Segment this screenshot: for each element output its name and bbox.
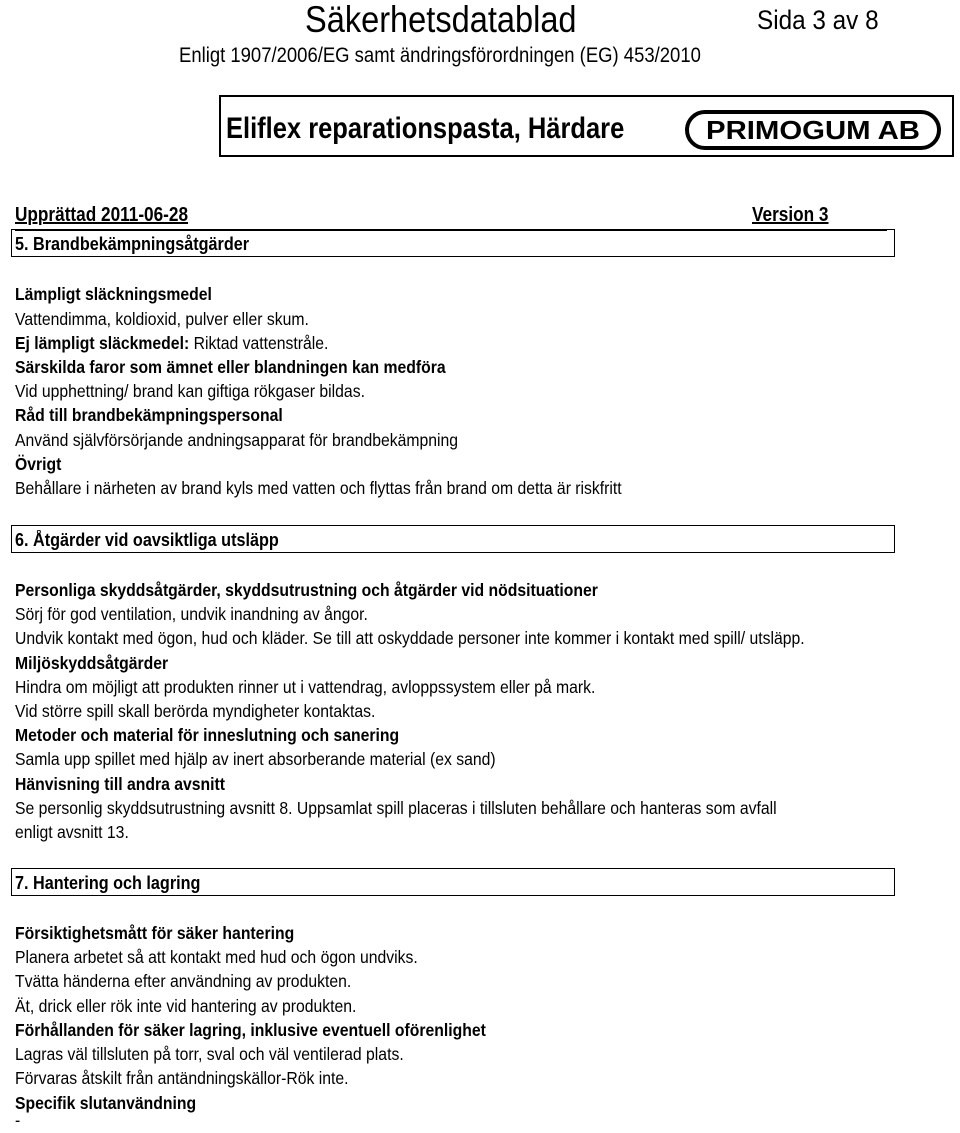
product-name: Eliflex reparationspasta, Härdare bbox=[226, 112, 625, 145]
section-5-title: 5. Brandbekämpningsåtgärder bbox=[15, 234, 250, 254]
unsuitable-media-line bbox=[15, 333, 328, 354]
section-7-title: 7. Hantering och lagring bbox=[15, 873, 201, 893]
text-other-sections-1: Se personlig skyddsutrustning avsnitt 8. Uppsamlat spill placeras i tillsluten behållare och hanteras som avfall bbox=[15, 798, 777, 818]
page-number: Sida 3 av 8 bbox=[757, 5, 879, 35]
text-personal-2: Undvik kontakt med ögon, hud och kläder. Se till att oskyddade personer inte kommer i kontakt med spill/ utsläpp. bbox=[15, 628, 805, 648]
heading-special-hazards: Särskilda faror som ämnet eller blandningen kan medföra bbox=[15, 357, 446, 377]
text-handling-1: Planera arbetet så att kontakt med hud och ögon undviks. bbox=[15, 947, 418, 967]
unsuitable-media-text: Riktad vattenstråle. bbox=[189, 333, 329, 353]
text-extinguishing-media: Vattendimma, koldioxid, pulver eller skum. bbox=[15, 309, 309, 329]
unsuitable-media-label: Ej lämpligt släckmedel: bbox=[15, 333, 190, 353]
heading-environmental: Miljöskyddsåtgärder bbox=[15, 653, 169, 673]
text-handling-3: Ät, drick eller rök inte vid hantering av produkten. bbox=[15, 996, 357, 1016]
heading-safe-handling: Försiktighetsmått för säker hantering bbox=[15, 923, 295, 943]
text-firefighter-advice: Använd självförsörjande andningsapparat för brandbekämpning bbox=[15, 430, 459, 450]
text-other-sections-2: enligt avsnitt 13. bbox=[15, 822, 129, 842]
heading-other-sections: Hänvisning till andra avsnitt bbox=[15, 774, 226, 794]
text-other: Behållare i närheten av brand kyls med vatten och flyttas från brand om detta är riskfritt bbox=[15, 478, 622, 498]
text-containment-methods: Samla upp spillet med hjälp av inert absorberande material (ex sand) bbox=[15, 749, 496, 769]
heading-other: Övrigt bbox=[15, 454, 62, 474]
document-title: Säkerhetsdatablad bbox=[305, 0, 577, 40]
text-storage-2: Förvaras åtskilt från antändningskällor-Rök inte. bbox=[15, 1068, 349, 1088]
text-environmental-2: Vid större spill skall berörda myndigheter kontaktas. bbox=[15, 701, 376, 721]
heading-firefighter-advice: Råd till brandbekämpningspersonal bbox=[15, 405, 283, 425]
text-special-hazards: Vid upphettning/ brand kan giftiga rökgaser bildas. bbox=[15, 381, 365, 401]
text-storage-1: Lagras väl tillsluten på torr, sval och väl ventilerad plats. bbox=[15, 1044, 404, 1064]
heading-extinguishing-media: Lämpligt släckningsmedel bbox=[15, 284, 212, 304]
text-personal-1: Sörj för god ventilation, undvik inandning av ångor. bbox=[15, 604, 368, 624]
version-label: Version 3 bbox=[752, 204, 829, 226]
heading-personal-precautions: Personliga skyddsåtgärder, skyddsutrustning och åtgärder vid nödsituationer bbox=[15, 580, 598, 600]
primogum-logo bbox=[684, 110, 942, 150]
text-environmental-1: Hindra om möjligt att produkten rinner ut i vattendrag, avloppssystem eller på mark. bbox=[15, 677, 596, 697]
regulation-reference: Enligt 1907/2006/EG samt ändringsförordningen (EG) 453/2010 bbox=[179, 44, 701, 67]
logo-text: PRIMOGUM AB bbox=[706, 115, 920, 145]
text-end-use: - bbox=[15, 1110, 21, 1130]
created-date: Upprättad 2011-06-28 bbox=[15, 204, 189, 226]
text-handling-2: Tvätta händerna efter användning av produkten. bbox=[15, 971, 352, 991]
heading-end-use: Specifik slutanvändning bbox=[15, 1093, 197, 1113]
section-6-title: 6. Åtgärder vid oavsiktliga utsläpp bbox=[15, 530, 279, 550]
heading-containment-methods: Metoder och material för inneslutning och sanering bbox=[15, 725, 400, 745]
heading-safe-storage: Förhållanden för säker lagring, inklusive eventuell oförenlighet bbox=[15, 1020, 486, 1040]
